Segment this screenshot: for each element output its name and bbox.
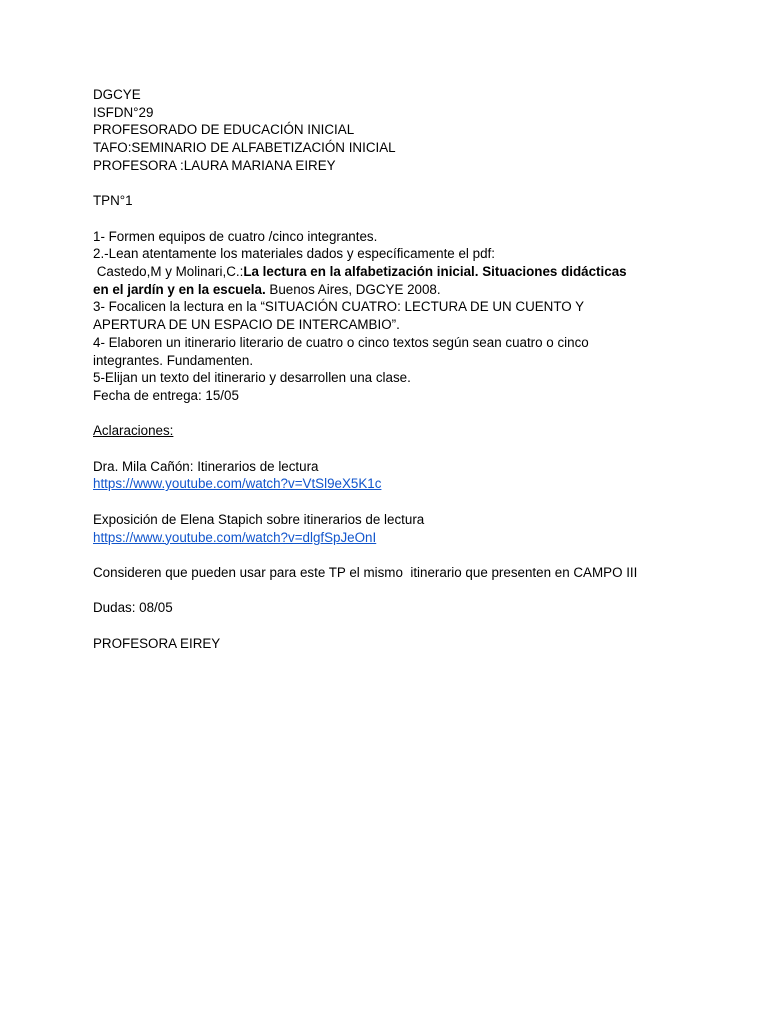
due-date: Fecha de entrega: 15/05 [93, 387, 239, 403]
clarifications-heading: Aclaraciones: [93, 423, 174, 439]
doubts-date: Dudas: 08/05 [93, 600, 173, 616]
instruction-5: 5-Elijan un texto del itinerario y desarrollen una clase. [93, 370, 411, 386]
reference-line-1 [93, 263, 733, 281]
instruction-3-line-2: APERTURA DE UN ESPACIO DE INTERCAMBIO”. [93, 317, 400, 333]
spacer [93, 210, 733, 228]
reference-publisher: Buenos Aires, DGCYE 2008. [265, 281, 441, 297]
resource-2-label: Exposición de Elena Stapich sobre itinerarios de lectura [93, 511, 425, 527]
resource-1-link-line [93, 475, 733, 493]
header-school: ISFDN°29 [93, 104, 154, 120]
resource-2-link[interactable]: https://www.youtube.com/watch?v=dlgfSpJeOnI [93, 529, 377, 545]
reference-title-part-1: La lectura en la alfabetización inicial. Situaciones didácticas [243, 264, 627, 279]
spacer [93, 582, 733, 600]
instruction-4-line-1: 4- Elaboren un itinerario literario de cuatro o cinco textos según sean cuatro o cinco [93, 334, 589, 350]
spacer [93, 175, 733, 193]
document-page [93, 86, 733, 652]
reference-title-part-2: en el jardín y en la escuela. [93, 281, 266, 297]
reference-authors: Castedo,M y Molinari,C.: [93, 264, 244, 279]
signature: PROFESORA EIREY [93, 635, 221, 651]
resource-1-label: Dra. Mila Cañón: Itinerarios de lectura [93, 458, 319, 474]
spacer [93, 405, 733, 423]
instruction-3-line-1: 3- Focalicen la lectura en la “SITUACIÓN CUATRO: LECTURA DE UN CUENTO Y [93, 299, 585, 315]
spacer [93, 440, 733, 458]
header-institution: DGCYE [93, 87, 141, 102]
instruction-2: 2.-Lean atentamente los materiales dados y específicamente el pdf: [93, 246, 495, 262]
resource-1-link[interactable]: https://www.youtube.com/watch?v=VtSl9eX5K1c [93, 476, 382, 492]
assignment-title: TPN°1 [93, 193, 133, 209]
header-program: PROFESORADO DE EDUCACIÓN INICIAL [93, 122, 355, 138]
resource-2-link-line [93, 529, 733, 547]
spacer [93, 546, 733, 564]
spacer [93, 493, 733, 511]
instruction-4-line-2: integrantes. Fundamenten. [93, 352, 254, 368]
header-teacher: PROFESORA :LAURA MARIANA EIREY [93, 157, 336, 173]
instruction-1: 1- Formen equipos de cuatro /cinco integrantes. [93, 228, 378, 244]
note-text: Consideren que pueden usar para este TP el mismo itinerario que presenten en CAMPO III [93, 564, 638, 580]
reference-line-2 [93, 281, 733, 299]
header-course: TAFO:SEMINARIO DE ALFABETIZACIÓN INICIAL [93, 140, 396, 156]
spacer [93, 617, 733, 635]
